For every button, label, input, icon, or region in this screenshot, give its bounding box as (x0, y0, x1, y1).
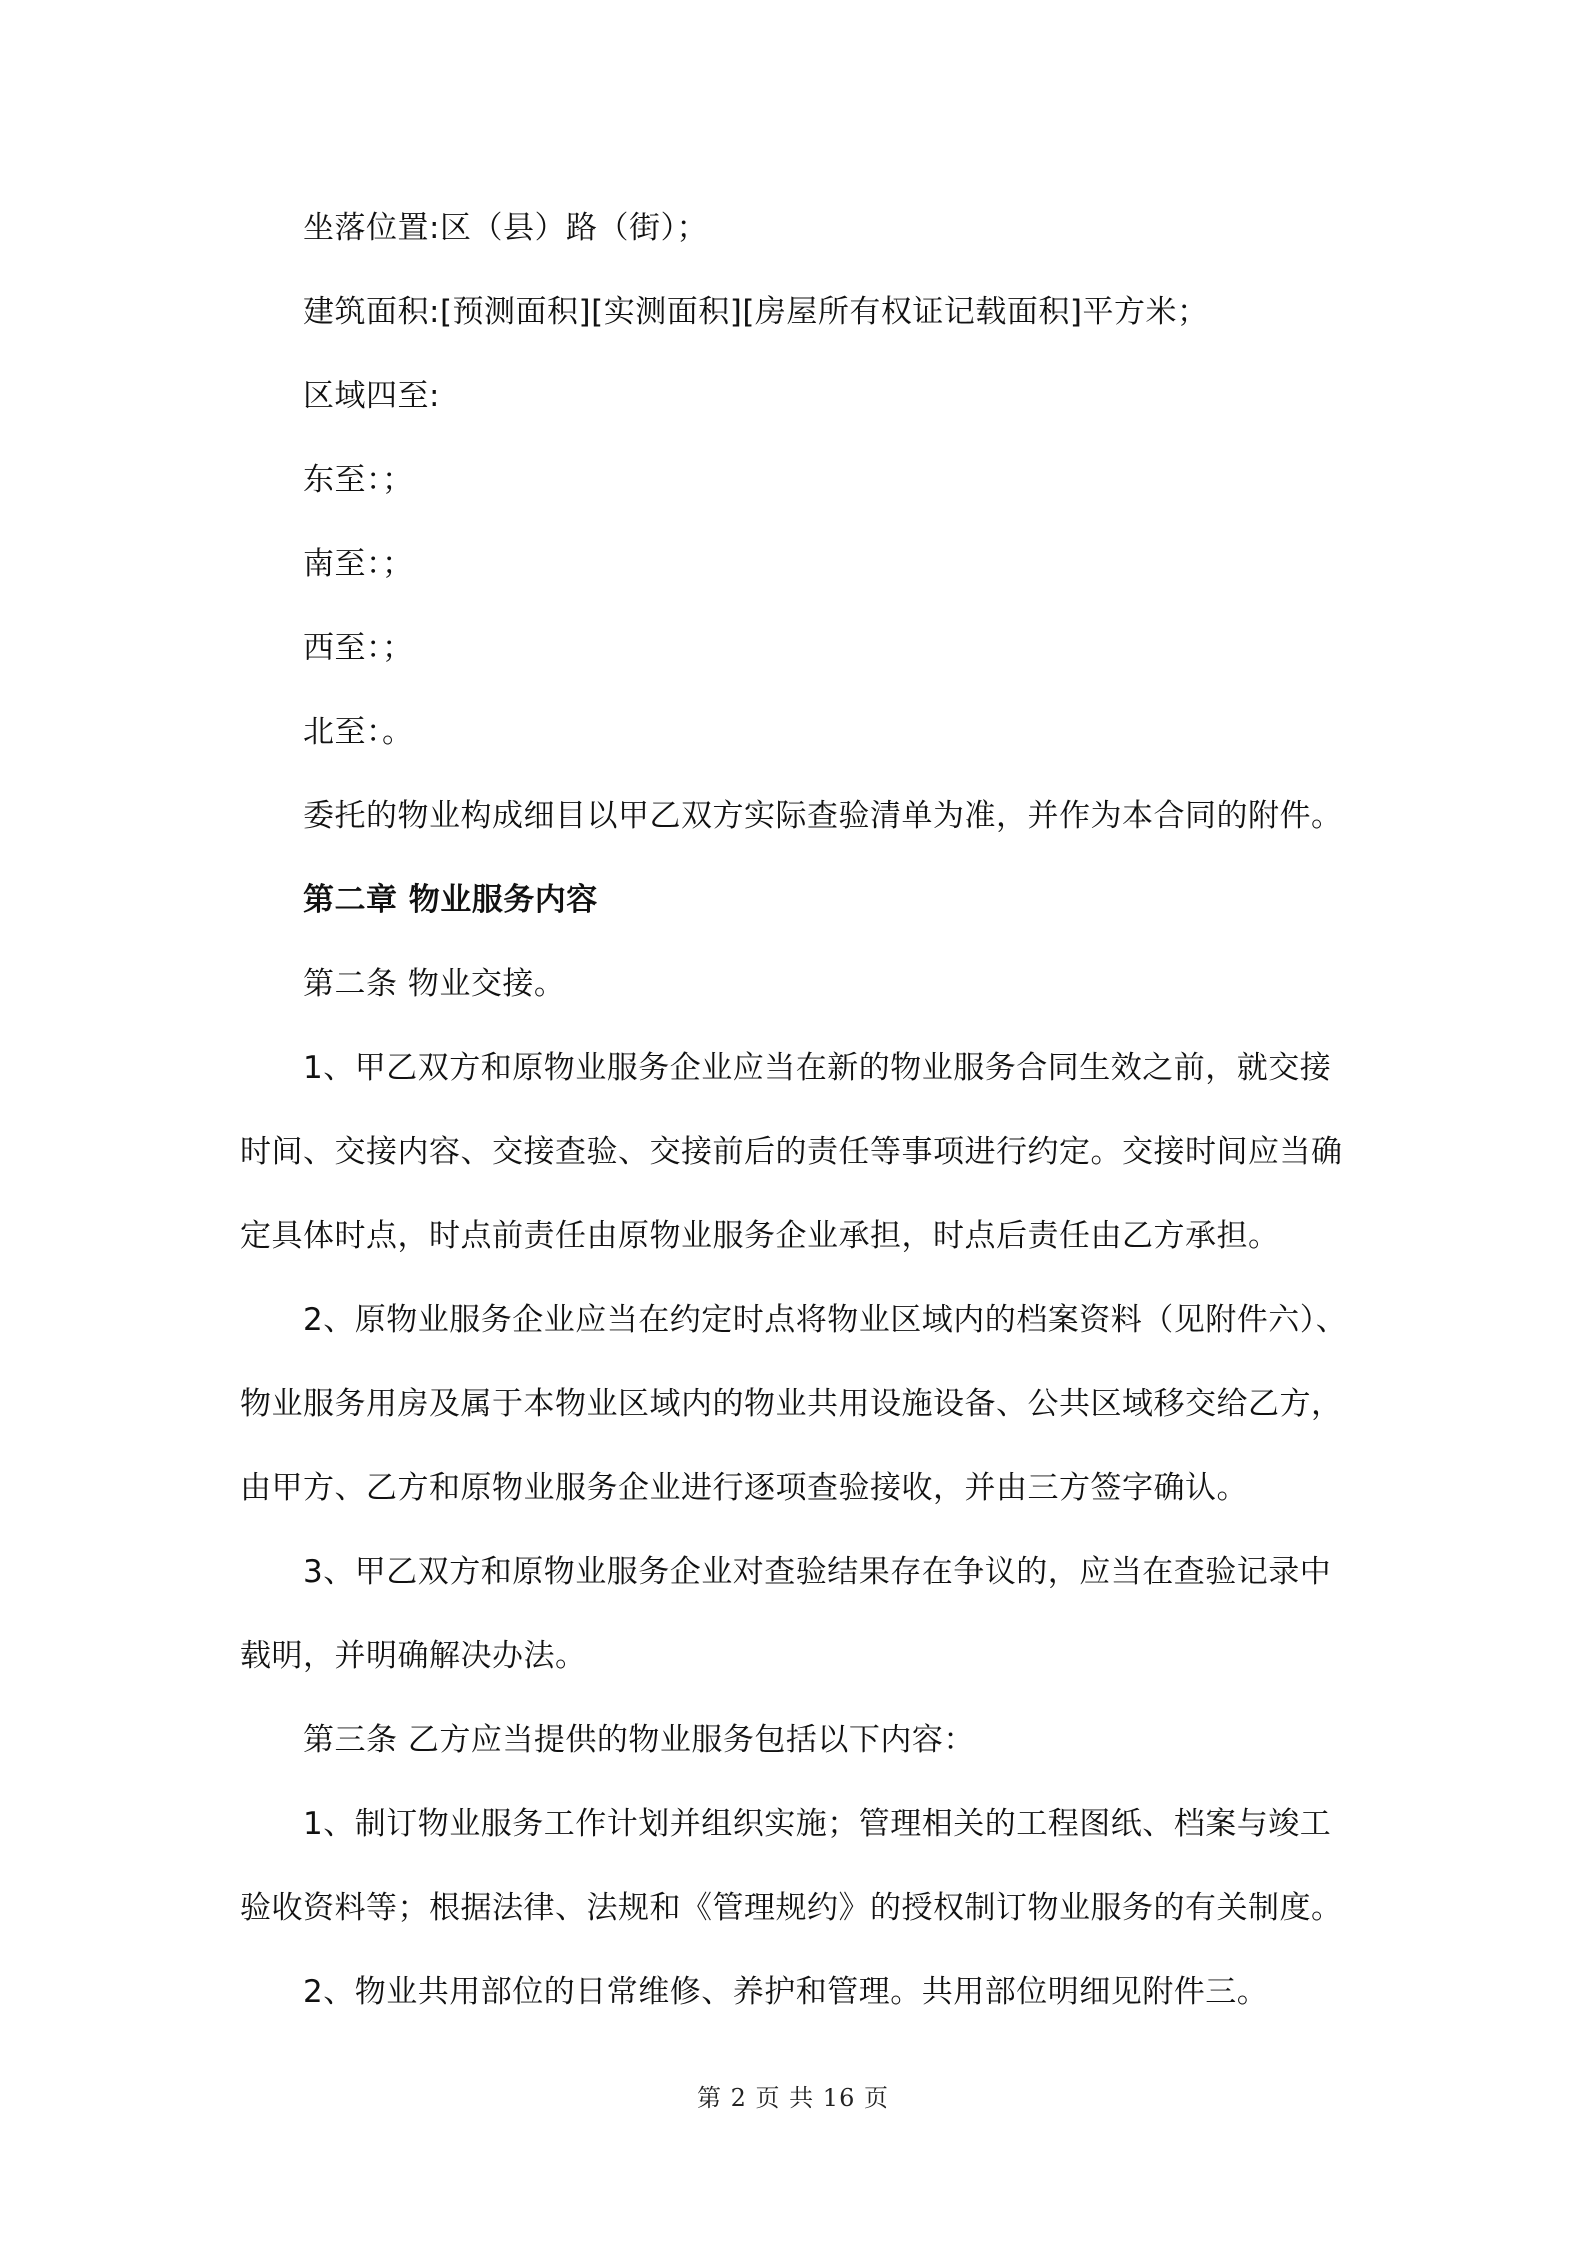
paragraph-line: 2、物业共用部位的日常维修、养护和管理。共用部位明细见附件三。 (303, 1974, 1269, 2010)
article-heading: 第三条 乙方应当提供的物业服务包括以下内容： (303, 1722, 975, 1758)
paragraph-line: 时间、交接内容、交接查验、交接前后的责任等事项进行约定。交接时间应当确 (240, 1134, 1343, 1170)
paragraph-line: 物业服务用房及属于本物业区域内的物业共用设施设备、公共区域移交给乙方， (240, 1386, 1343, 1422)
article-heading: 第二条 物业交接。 (303, 966, 566, 1002)
east-boundary: 东至：； (303, 462, 414, 498)
paragraph-line: 3、甲乙双方和原物业服务企业对查验结果存在争议的，应当在查验记录中 (303, 1554, 1332, 1590)
paragraph-line: 1、甲乙双方和原物业服务企业应当在新的物业服务合同生效之前，就交接 (303, 1050, 1332, 1086)
paragraph-line: 验收资料等；根据法律、法规和《管理规约》的授权制订物业服务的有关制度。 (240, 1890, 1343, 1926)
paragraph-line: 委托的物业构成细目以甲乙双方实际查验清单为准，并作为本合同的附件。 (303, 798, 1343, 834)
page-footer: 第 2 页 共 16 页 (697, 2084, 889, 2112)
paragraph-line: 由甲方、乙方和原物业服务企业进行逐项查验接收，并由三方签字确认。 (240, 1470, 1248, 1506)
north-boundary: 北至：。 (303, 714, 414, 750)
location-line: 坐落位置:区（县）路（街）； (303, 210, 708, 246)
boundaries-label: 区域四至: (303, 378, 440, 414)
paragraph-line: 1、制订物业服务工作计划并组织实施；管理相关的工程图纸、档案与竣工 (303, 1806, 1332, 1842)
chapter-heading: 第二章 物业服务内容 (303, 882, 598, 918)
west-boundary: 西至：； (303, 630, 414, 666)
building-area-line: 建筑面积:[预测面积][实测面积][房屋所有权证记载面积]平方米； (303, 294, 1209, 330)
paragraph-line: 2、原物业服务企业应当在约定时点将物业区域内的档案资料（见附件六）、 (303, 1302, 1348, 1338)
south-boundary: 南至：； (303, 546, 414, 582)
paragraph-line: 载明，并明确解决办法。 (240, 1638, 587, 1674)
paragraph-line: 定具体时点，时点前责任由原物业服务企业承担，时点后责任由乙方承担。 (240, 1218, 1280, 1254)
